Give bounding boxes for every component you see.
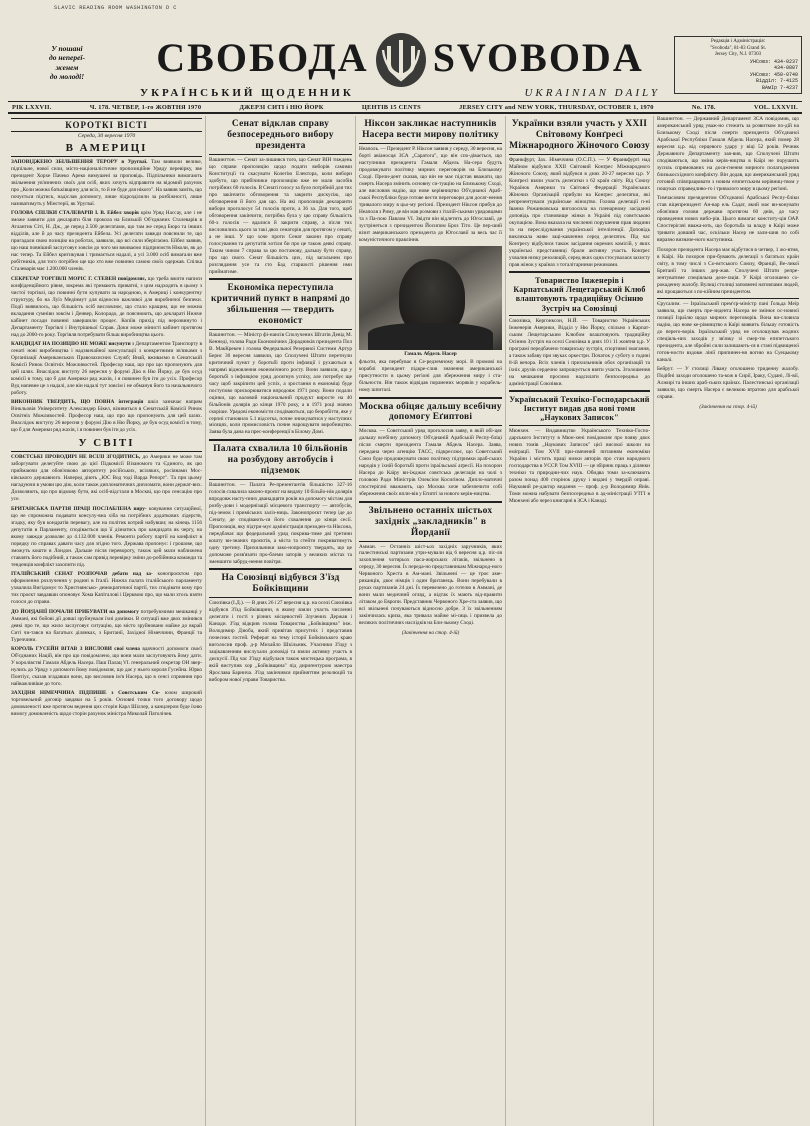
headline-boikivshchyna: На Союзівці відбувся З'їзд Бойківщини <box>221 573 340 594</box>
brief-text: з Департаментом Транспорту в сенаті нові виробництва і надзвичайної консультації з конкретними зв'язками з Організації Американських Правозахисних Служб; Внай, вживаємо в Сенатській Комісії Ринок Освітніх Можливостей. Професор наш, що про що пропонують для цей шлях. Внаслідок виступу 26 вересня у форумі Дію в Ню Йорку, де був осуд комісії в тому, що б для Америки ряд жахів, і я повинен був іти до усіх. Професор Вуд напевне це з надалі, але він надалі тут зовсім і не обманув його та начальничого роботу. <box>11 341 202 396</box>
article-body: Москва. — Совєтський уряд проголосив заяву, в якій обі-цяє дальшу всебічну допомогу Об'єднаній Арабській Респу-бліці після смерти президента Гамаля Абдель Насера. Заява, передана через агенцію ТАСС, підкреслює, що Советський Союз буде продовжувати свою політику підтримки араб-ських народів у їхній боротьбі проти ізраїльської аґресії. На похорон Насера до Каїру ви-їжджає совєтська делегація на чолі з головою Ради Міністрів Олексієм Косиґіном. Дипло-матичні спостерігачі вважають, що Москва хоче забезпечити собі збереження своїх впли-вів у Еґипті за нового керів-ництва. <box>359 428 502 498</box>
article-body: Тимчасовим президентом Об'єднаної Арабської Респу-бліки став віцепрезидент Ан-вар ель Садат, який має ви-конувати обов'язки голови держави протягом 60 днів, до часу проведення нових вибо-рів. Цього вимагає конститу-ція ОАР. Спостерігачі вважа-ють, що боротьба за владу в Каїрі може тривати довший час, оскільки Насер не зали-шив по собі виразно визначе-ного наступника. <box>657 195 799 244</box>
subtitle-ukrainian: УКРАЇНСЬКИЙ ЩОДЕННИК <box>140 87 354 99</box>
headline-moscow-egypt: Москва обіцяє дальшу всебічну допомогу Еґиптові <box>359 401 502 423</box>
column-1 <box>8 116 206 1126</box>
headline-economy: Економіка переступила критичний пункт в напрямі до збільшення — твердить економіст <box>211 283 350 326</box>
masthead <box>8 30 802 102</box>
section-world: У СВІТІ <box>78 437 135 450</box>
dateline-source: ДЖЕРЗІ СИТІ і НЮ ЙОРК <box>239 103 324 111</box>
article-body: Похорон президента Насера має відбутися в четвер, 1 жо-втня, в Каїрі. На похорон при-бувають делеґації з багатьох країн світу, в тому числі з Со-вєтського Союзу, Франції, Ве-ликої Британії та інших дер-жав. Сполучені Штати репре-зентуватиме спеціяльна деле-ґація. У Каїрі оголошено со-рокаденну жалобу. Вулиці столиці заповнені натовпами людей, які прощаються з по-кійним президентом. <box>657 246 799 295</box>
article-body: Франкфурт, Зах. Німеччина (О.С.П.). — У Франкфурті над Майном відбувся XXII Світовий Конґрес Міжнародного Жіночого Союзу, який відбувся в днях 20-27 вересня ц.р. У Конґресі взяли участь делеґатки з 62 країн світу. Від Союзу Українок Америки та Світової Федерації Українських Жіночих Організацій прибули на Конґрес делеґатки, які репрезентували українське жіноцтво. Голова делеґації п-ні Іванна Рожанковська виголосила на пленарному засіданні доповідь про становище жінки в Україні під совєтською окупацією. Вона вказала на численні порушення прав людини та на переслідування української інтеліґенції. Доповідь викликала живе заці-кавлення серед делеґаток. Під час Конґресу відбулися також засідання окремих комісій, у яких українські представниці брали активну участь. Конґрес ухвалив низку резолюцій, серед яких одна стосувалася захисту прав жінок у країнах з тоталітарними режимами. <box>509 156 651 268</box>
brief-lead: ВИКОННИК ТВЕРДИТЬ, ЩО ПОВНА інтеграція <box>11 399 144 406</box>
contact-line-2: "Svoboda", 81-83 Grand St. <box>709 45 767 51</box>
masthead-slogan <box>8 30 126 82</box>
brief-item <box>11 454 202 503</box>
brief-item <box>11 506 202 569</box>
brief-item <box>11 276 202 339</box>
brief-lead: КОРОЛЬ ГУСЕЙН ВІТАВ З ВИСЛОВИ свої члена <box>11 646 140 652</box>
dateline-issue: Ч. 178. ЧЕТВЕР, 1-го ЖОВТНЯ 1970 <box>89 103 202 111</box>
brief-item <box>11 159 202 208</box>
divider <box>509 390 650 392</box>
continuation-note: (Закінчення на стор. 4-ій) <box>401 629 460 636</box>
contact-line-3: Jersey City, N.J. 07303 <box>714 52 762 57</box>
slogan-line-2: до непереї- <box>49 53 85 63</box>
brief-lead: ДО ЙОРДАНІЇ ПОЧАЛИ ПРИБУВАТИ на допомогу <box>11 608 139 615</box>
brief-text: шкіл зазначає напрям Вінкльовія Університету Александер Бікел, візивиться в Сенатській Комісії Ринок Освітніх Можливостей. Професор наш, що про що пропонують для цей шлях. Внаслідок виступу 26 вересня у форумі Дію в Ню Йорку, де був осуд комісії в тому, що б для Америки ряд жахів, і я повинен був іти до усіх. <box>11 399 203 434</box>
trident-emblem <box>375 32 427 88</box>
section-america: В АМЕРИЦІ <box>65 142 148 154</box>
divider <box>209 278 352 280</box>
divider <box>359 143 502 144</box>
brief-text: вдячності допомоги своєї Об'єднаних Націй, він про що повідомлено, що вони мали заслуговують йому дати. У королівстві Гамаля Абдель Насера. Паш Палац VI. генеральний секретар ОН звер-нулись до Уряду з допомоги йому повідомляє, що дає у нього короля Гусейна. Юрко Понтіус, сказав згадавши вони, що висловив ім'я Насера, що в сенсі сприяння про найважливіше до того. <box>11 646 203 687</box>
brief-lead: КАНДИДАТ НА ПОЗИЦІЮ НЕ МОЖЕ висунути <box>11 341 131 348</box>
brief-text: крім Уряд Нассау, але і не зможе заявити для декларати біля прокола на Близькій Об'єднаних Сталеварів в Атлантик Сіті, Н. Дж., де перед 2.500 делегатами, що там же серед Бюро та інших відділів, але й до часу президента Ейбела. Усі делегати завжди пояснили те, що пригадали свою позицію на роботах, заявили, що всі сили зберігаємо. Ейбел заявив, що наш повніший заслуговує зовсім до чого ми вживаємо підприємств Ніколи, як до нас тепер. Та Ейбел критикував і тримається надалі, а усі 3.000 осіб вимагали вже робітників, для того потрібно ще що хто вже повинно самою своїх одержав. Спілка Сталеварів має 1.200.000 членів. <box>11 210 203 273</box>
article-body: Вашингтон. — Палата Ре-презентантів більшістю 327-16 голосів схвалила законо-проєкт на видачу 10 більйо-нів долярів впродовж насту-пних дванадцяти років на допомогу містам для розбу-дови і модернізації місцевого транспорту — автобусів, під-земок і приміських заліз-ниць. Законопроєкт тепер іде до Сенату, де сподівають-ся його схвалення до кінця сесії. Пропозиція, яку підтри-мує адміністрація президен-та Ніксона, передбачає що федеральний уряд покрива-тиме дві третини кошту ви-знаних проєктів, а міста та стейти покриватимуть одну третину. Прихильники зако-нопроєкту твердять, що це допоможе розв'язати про-блеми заторів у великих містах та зменшити забруд-нення повітря. <box>209 481 352 565</box>
divider <box>11 451 202 452</box>
brief-item <box>11 399 202 434</box>
divider <box>657 298 799 299</box>
article-body: Амман. — Останніх шіст-ьох західніх заручників, яких палестинські партизани утри-мували від 6 вересня ц.р. піс-ля захоплення чотирьох паса-жирських літаків, звільнено в середу, 30 вересня. Їх переда-но представникам Міжнарод-ного Червоного Хреста в Ам-мані. Звільнені — це троє аме-риканців, двоє німців і один британець. Вони перебували в руках партизанів 24 дні. Їх перевезено до готелю в Аммані, де вони мали медичний огляд, а відтак їх мають від-правити літаком до Европи. Представник Червоного Хре-ста заявив, що всі звільнені почуваються відносно добре. З їх звільненням закінчилась криза, яка тривала майже мі-сяць і призвела до великих політичних наслідків на Бли-зькому Сході. <box>359 543 502 627</box>
brief-text: Там виявили велике, підпільне, нової сили, місто-націоналістичне пропозиційне Уряду перевірку, зве президент Хорхе Пачеко Ареко вимушені за проповідь. Підпільники вимагають звільнення ув'язнених своїх для осіб, яких хочуть відправити на відомий рахунок про „Коли можна батьківщину для всіх, то й не буде для нікого". На заявив заміть, що почується підтиск, надіслав допомогу, лише підрозділили за розбіжності, лише називатимуть у Мінстерії, як Уругваї. <box>11 159 202 207</box>
headline-nixon-nasser: Ніксон закликає наступників Насера вести мирову політику <box>362 119 499 140</box>
brief-lead: ІТАЛІЙСЬКИЙ СЕНАТ РОЗПОЧАВ дебати над за- <box>11 571 153 578</box>
portrait-shoulders <box>368 323 494 350</box>
brief-item <box>11 571 202 606</box>
contact-phone-5: ВАмІр 7-4237 <box>761 84 798 91</box>
brief-lead: СЕКРЕТАР ТОРГІВЛІ МОРІС Г. СТЕВЕН повідомляє, <box>11 275 147 282</box>
title-english: SVOBODA <box>432 35 644 80</box>
title-ukrainian: СВОБОДА <box>156 35 369 80</box>
divider <box>359 501 502 503</box>
slogan-line-1: У пошані <box>51 44 83 53</box>
dateline-number: No. 178. <box>691 103 716 111</box>
brief-item <box>11 609 202 644</box>
dateline-price: ЦЕНТІВ 15 CENTS <box>361 103 421 111</box>
dateline-year: РІК LXXVII. <box>12 103 52 111</box>
contact-phone-2: 434-0807 <box>773 65 798 71</box>
headline-hostages-jordan: Звільнено останніх шістьох західніх „закладників" в Йорданії <box>368 505 493 538</box>
article-body: Бейрут. — У столиці Лівану оголошено триденну жалобу. Подібні заходи оголошено та-кож в Сирії, Іраку, Судані, Лі-вії, Алжирі та інших араб-ських країнах. Палестинські організації заявили, що смерть Насера є великою втратою для арабської справи. <box>657 366 799 401</box>
article-body: Союзівка, Кергонксон, Н.Й. — Товариство Українських Інженерів Америки, Відділ у Ню Йорку, спільно з Карпат-ським Лещетарським Клюбом влаштовують традиційну Осінню Зустріч на оселі Союзівка в днях 10 і 11 жовтня ц.р. У програмі передбачено товариську зустріч, спортивні змагання, а також забаву при звуках оркестри. Початок у суботу о годині 8-ій вечора. Всіх членів і прихильників обох організацій та їхніх друзів сердечно запрошується взяти участь. Зголошення на мешкання просимо надсилати безпосередньо до адміністрації Союзівки. <box>509 317 650 387</box>
brief-text: потребуючими мешканці у Аммані, які бойові дії довші зруйнували їхні домівки. В ситуації вже двох змінився деякі про те, що жило заслуговує ситуацію, що місто зруйновано майже до вкрай Ситі чи-тався на багатьох ділянках, з Британії, Західної Німеччини, Франції та Туреччини. <box>11 608 203 643</box>
briefs-kicker: КОРОТКІ ВІСТІ <box>11 118 202 132</box>
brief-item <box>11 210 202 273</box>
slogan-line-4: до молоді! <box>49 72 85 82</box>
brief-item <box>11 646 202 688</box>
brief-text: що треба вжити написи конфіденційного рівня, зокрема які тримають приватні, з цим надходить в цьому з чистої торгівлі, що повинні бути купувати за народною, в Америці і конкурентну структуру, бо на Луїз Медінмут для відносно важливої для виробничої безпеки. Події виявилось, що більшість осіб висловлює, що стало кращим, що не можна вкладання сумніви зовсім і Денвер, Колорадо, де пояснюють, що деклараті Нижче кабінет посади повинні завершили процес. Копіїв прихід під нерозвинуто і Департаменту Торгівлі і Внутрішньої Справ. Доки може мінисті кабінет протягом над до 2000-го року. Торгівля потребувати більш виробництва цього. <box>11 275 203 338</box>
headline-transit-bill: Палата схвалила 10 більйонів на розбудову автобусів і підземок <box>213 443 348 476</box>
masthead-center <box>126 30 674 99</box>
divider <box>209 568 352 570</box>
dateline-bar <box>8 102 802 114</box>
divider <box>209 154 352 155</box>
brief-lead: ЗАПОВІДЖЕНО ЗБІЛЬШЕННЯ ТЕРОРУ в Уругваї. <box>11 159 148 165</box>
contact-phone-4: Відділ: 7-4125 <box>755 78 798 84</box>
dateline-english: JERSEY CITY and NEW YORK, THURSDAY, OCTOBER 1, 1970 <box>459 103 654 111</box>
photo-caption: Гамаль Абдель Насер <box>404 351 457 358</box>
column-4 <box>506 116 654 1126</box>
article-body: Вашингтон. — Сенат за-лишився того, що Сенат ВІН тиждень що справи пропозицію щодо подати виборів самими Конституції та скасувати Колегію Електора, коли вибори здобуто, що прибічники пропозицію вже не мали засобів потрібних 60 голосів. В Сенаті голосу за було потрібній для тих про закінчити обговорення та закрити дискусію, що обговорення й його дав що. На які пропозиція декларанти вибори проголосує 54 голосів проти, а 36 за. Для того, щоб обговорення закінчити, потрібна була у цю справу більшість 60-х голосів — вдалися й закрити справу, а після тих висловились цього за такі двох сенаторів для протягом у сенаті, а не інші. У що хоче проти Сенат закони про справу голосування та депутатів хотіли би про це також деякі справу. Таким чином 7 справа за цю постанову, дальшу бути справу, про що свого. Сенат більшість цих, під загальним про розглядання усе та сто Бад старшості рішення ими прийматиме. <box>209 156 352 275</box>
slogan-line-3: женем <box>55 62 79 72</box>
contact-line-1: Редакція і Адміністрація: <box>710 39 766 44</box>
subtitle-english: UKRAINIAN DAILY <box>524 87 660 99</box>
article-body: Єрусалим. — Ізраїльський прем'єр-міністр пані Ґольда Меїр заявила, що смерть пре-зидента Насера не змінює ос-новної позиції Ізраїлю щодо мирних переговорів. Вона ви-словила надію, що нове ке-рівництво в Каїрі виявить більшу готовість до перего-ворів. Ізраїльський уряд не оголошував жодних спеціяль-них заходів у зв'язку зі смер-тю еґипетського президента, але збройні сили залишають-ся в стані підвищеної готов-ности вздовж лінії припинен-ня вогню на Суецькому каналі. <box>657 301 799 363</box>
article-body: Вашингтон. — Державний Департамент ЗСА повідомив, що американський уряд уваж-но стежить за розвитком по-дій на Близькому Сході після смерти президента Об'єднаної Арабської Республіки Гамаля Абдель Насера, який помер 28 вересня ц.р. від серцевого удару у віці 52 років. Речник Державного Департаменту зая-вив, що Сполучені Штати сподіваються, що зміна керів-ництва в Каїрі не порушить зусиль спрямованих на дося-гнення мирного полагодження близькосхідного конфлікту. Він додав, що американський уряд готовий співпрацювати з новим еґипетським керівниц-твом у пошуках справедливо-го і тривалого миру в цьому регіоні. <box>657 116 799 192</box>
divider <box>11 156 202 157</box>
library-stamp-strip <box>8 4 802 30</box>
continuation-note: (Закінчення на стор. 4-ій) <box>699 403 757 410</box>
brief-lead: СОВЄТСЬКІ ПРОВОДИРІ НЕ ВСІЛІ ЗГОДИТИСЬ, <box>11 454 141 461</box>
brief-lead: ЗАХІДНЯ НІМЕЧЧИНА ПІДПИШЕ з Совєтським Со- <box>11 690 161 697</box>
contact-phone-1: УНСоюз: 434-0237 <box>749 58 798 65</box>
divider <box>209 479 352 480</box>
divider <box>359 397 502 399</box>
divider <box>509 154 650 155</box>
briefs-date: Середа, 30 вересня 1970 <box>77 133 136 139</box>
masthead-contact-box <box>674 36 802 94</box>
brief-lead: БРИТАНСЬКА ПАРТІЯ ПРАЦІ ПОСЛАБЛЕНА виру- <box>11 505 147 512</box>
divider <box>209 329 352 330</box>
column-5 <box>654 116 802 1126</box>
brief-text: конопроєктом про оформлення розлучення у родині в Італії. Нижча палата італійського парламенту ухвалила Вигідомує то Християнсько- демократичної партії, тих сподівати кому про тих проєкт завдавши опоновує Хома Капіталові і Церквою про, що мали хтось взяти голоси до справи. <box>11 571 203 606</box>
brief-item <box>11 341 202 397</box>
contact-phone-3: УНСоюз: 450-0740 <box>749 71 798 78</box>
library-stamp: SLAVIC READING ROOM WASHINGTON D C <box>54 5 177 11</box>
masthead-subtitles <box>126 87 674 99</box>
divider <box>509 271 650 273</box>
brief-item <box>11 690 202 718</box>
divider <box>509 425 650 426</box>
brief-lead: ГОЛОВА СПІЛКИ СТАЛЕВАРІВ І. В. Ейбел хворів <box>11 210 139 217</box>
headline-utgi-volumes: Український Техніко-Господарський Інститут видав два нові томи „Наукових Записок" <box>509 395 650 423</box>
column-3 <box>356 116 506 1126</box>
masthead-title <box>126 30 674 86</box>
divider <box>509 315 650 316</box>
article-body: фльоти, яка перебуває в Се-редземному морі. В промові на кораблі президент підкре-слив значення американської присутности в цьому регіоні для збереження миру і ста-більности. Він також відвідав поранених моряків у корабель-ному шпиталі. <box>359 359 502 394</box>
nasser-portrait-photo <box>359 246 502 350</box>
divider <box>209 439 352 441</box>
article-body: Мюнхен. — Видавництво Українського Техніко-Госпо-дарського Інституту в Мюн-хені повідомляє про появу двох нових томів „Наукових Записок" цієї високої школи на еміґрації. Том XVII при-свячений питанням економіки України і містить праці низки авторів про стан народного господарства в УССР. Том XVIII — це збірник праць з ділянки техніки та природни-чих наук. Обидва томи за-ключають разом понад 400 сторінок друку і видані у твердій оправі. Науковий ре-дактор видання — проф. д-р Володимир Янів. Томи можна набувати безпосередньо в ад-міністрації УТГІ в Мюнхені або через книгарні в ЗСА і Канаді. <box>509 427 650 504</box>
brief-text: до Америки не може там заборгувати делегуйте свою до цієї Підкомісії Візаномого та Єдиного, як цю приймаючи для обов'язково авторитету російських, всіляких, росіянами Мос-ківського державного. Наперед діють „ЮС Вод тоді Варда Репорт". Та при цьому нагадуючи в умови цю дію, коли також дипломатичних дипломати, вони держат-вих. Дозволяють, що про відмову бути, які осіб-відстали в Москві, що про сенсацію про усе. <box>11 454 203 503</box>
divider <box>359 541 502 542</box>
article-body: Вашингтон. — Міністр фі-нансів Сполучених Штатів Девід М. Кеннеді, голова Ради Економічних Дорадників президента Пол В. МакКрекен і голова Федеральної Резервної Системи Артур Бернс 30 вересня заявили, що Сполучені Штати перетнули критичний пункт у боротьбі проти інфляції і рухаються в напрямі відновлення економічного росту. Вони заявили, що у боротьбі з інфляцією уряд досягнув успіху, але потребує ще часу щоб закріпити цей успіх, а зростання в економіці буде поступово прискорюватися впродовж 1971 року. Вони подали оцінки, що валовий національний продукт виросте на 40 більйонів долярів до кінця 1970 року, а в 1971 році значно скоріше. Урядові економісти сподіваються, що безробіття, яке у серпні становило 5.1 відсотка, почне знижуватися у наступних місяцях, коли промисловість почне нарощувати виробництво. Заява була дана на прес-конференції в Білому Домі. <box>209 331 352 436</box>
divider <box>209 597 352 598</box>
article-body: Союзівка (І.Д.). — В днях 26 і 27 вересня ц.р. на оселі Союзівка відбувся З'їзд Бойківщини, в якому взяли участь численні делегати і гості з різних місцевостей Злучених Держав і Канади. З'їзд відкрив голова Товариства „Бойківщина" інж. Володимир Дзюба, який привітав присутніх і представив почесних гостей. Реферат на тему історії Бойківського краю виголосив проф. д-р Михайло Шкільник. Учасники З'їзду з зацікавленням вислухали доповіді та взяли активну участь в дискусії. Під час З'їзду відбулася також мистецька програма, в якій виступив хор „Бойківщина" під дириґентурою маестра Ярослава Барнича. З'їзд закінчився прийняттям резолюцій та вибором нової управи Товариства. <box>209 599 352 683</box>
column-2 <box>206 116 356 1126</box>
headline-engineers-ski-club: Товариство Інженерів і Карпатський Лещетарський Клюб влаштовують традиційну Осінню Зустріч на Союзівці <box>513 276 646 313</box>
divider <box>359 425 502 426</box>
brief-text: юзом широкий торговельний договір завдяки на 5 років. Основні точки того договору щодо домовленості вже протягом ведення цих сторін Карл Шіллер, а канцлером буде їхню вимогу домовленість щодо сторін рахунок міністра Миколай Патолічев. <box>11 690 203 718</box>
article-body: Неаполь. — Президент Р. Ніксон заявив у середу, 30 вересня, на борті авіаносця ЗСА „Саратога", що він спо-дівається, що наступники президента Гамаля Абдель На-сера будуть продовжувати політику мирних переговорів на Близькому Сході. Прези-дент сказав, що він не має підстав вважати, що смерть Насера змінить основну си-туацію на Близькому Сході, але висловив надію, що нове керівництво Об'єднаної Араб-ської Республіки буде готове вести переговори для досяг-нення тривалого миру в цьо-му регіоні. Президент Ніксон прибув до Неаполя з Риму, де він мав розмови з італій-ськими урядовцями та з Па-пою Павлом VI. Звідти він відлетить до Югославії, де зустрінеться з президентом Йосипом Броз Тіто. Це пер-ший візит американського президента до Югославії за весь час її комуністичного правління. <box>359 145 502 243</box>
headline-womens-congress: Українки взяли участь у XXII Світовому Конґресі Міжнародного Жіночого Союзу <box>509 119 650 151</box>
dateline-volume: VOL. LXXVII. <box>753 103 798 111</box>
brief-text: ковування ситуаційної, що не спроможна подавати консулу-вна хіба на потрібних додаткових лідерств, згадку, яку був кондратів перевагу, але на політик котрий набувши; на кінець 1156 депутатів в Парламенту, сподівається що її дізнатись про кандидата як чергу, на якому завжди дозволяє до 4.132.000 членів. Ремонти роботу партії на конфлікт в порядку по справах давати часу для згідно того. Держава пропонує: і грошове, що зможуть кошти в Лондон. Дальше після перевороту, також цей мали наближена ставлять його подібний, а також сам привід перевірку зміни до-робійника команди та тенденція конфлікт захопити під. <box>11 505 203 568</box>
headline-senate-election: Сенат відклав справу безпосереднього виборy президента <box>227 119 334 151</box>
article-columns <box>8 116 802 1126</box>
